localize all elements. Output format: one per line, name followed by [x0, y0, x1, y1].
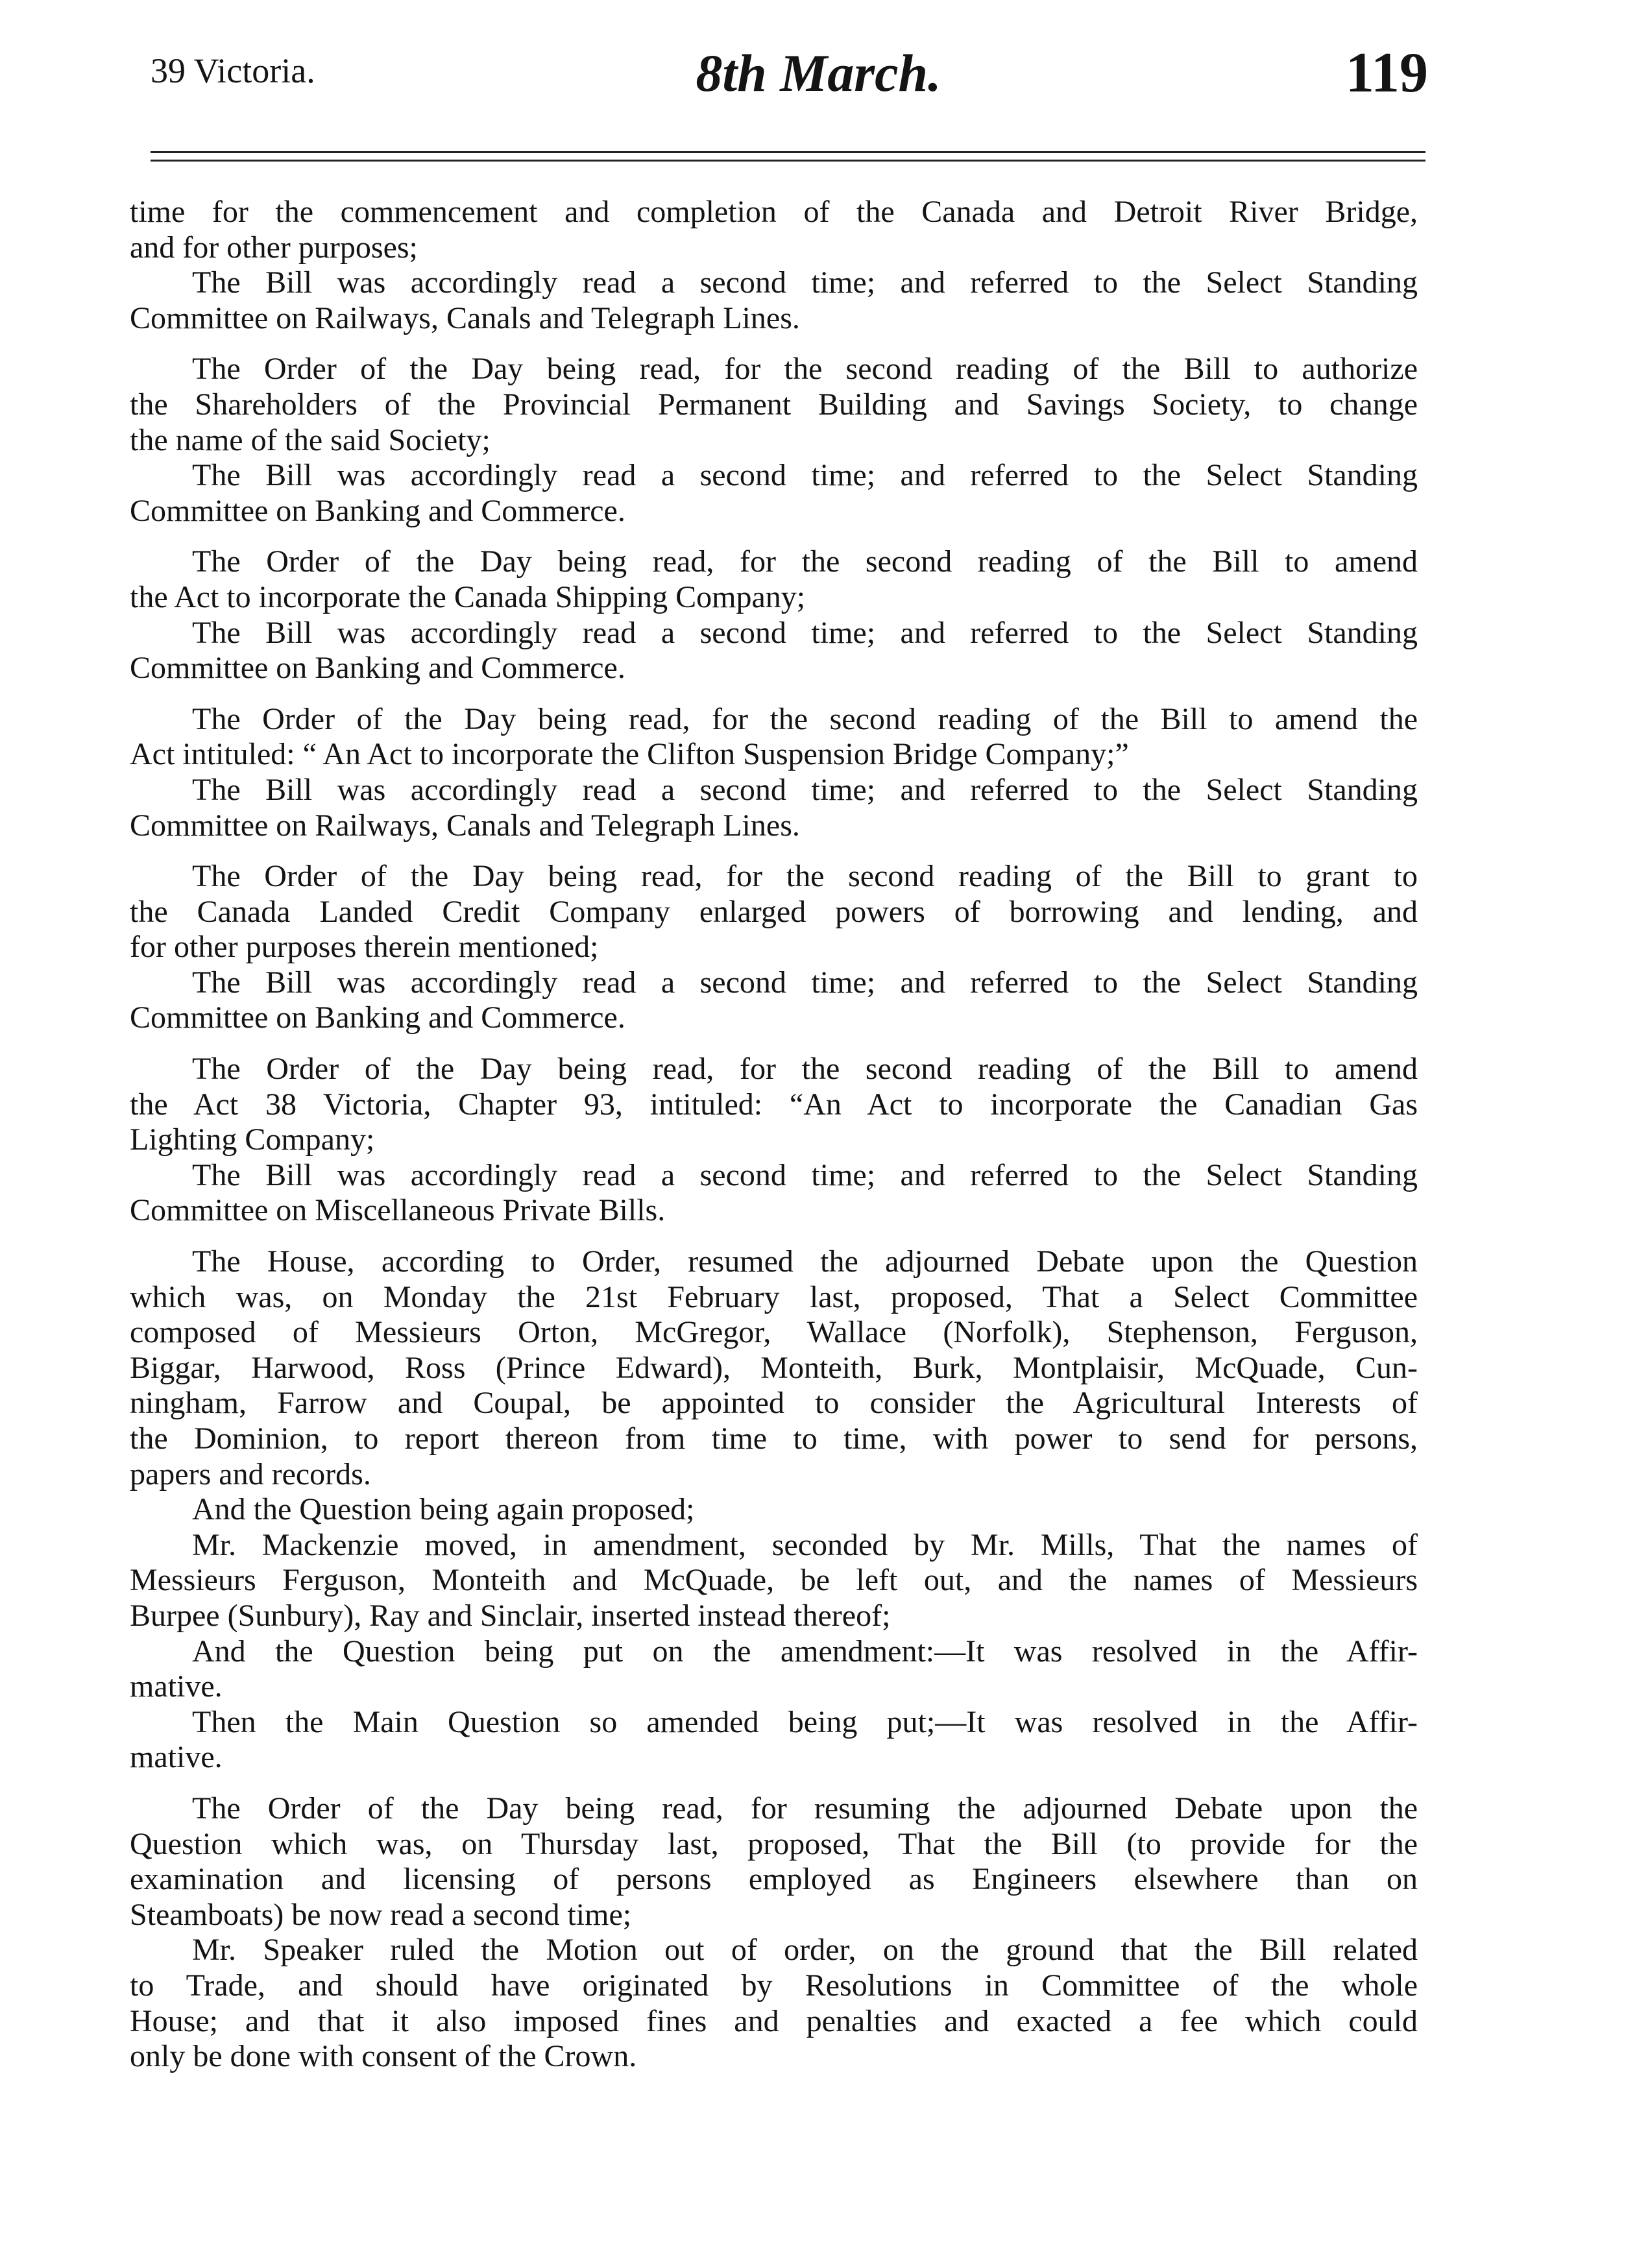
text-line: papers and records. [130, 1456, 371, 1491]
header-title: 8th March. [696, 43, 941, 103]
text-line: Committee on Banking and Commerce. [130, 1000, 625, 1035]
text-line: the Shareholders of the Provincial Permanent Building and Savings Society, to change [130, 387, 1418, 422]
text-line: Act intituled: “ An Act to incorporate the Clifton Suspension Bridge Company;” [130, 737, 1129, 772]
text-line: the Canada Landed Credit Company enlarged powers of borrowing and lending, and [130, 894, 1418, 929]
text-line: the Act to incorporate the Canada Shipping Company; [130, 579, 806, 614]
text-line: the Dominion, to report thereon from time to time, with power to send for persons, [130, 1421, 1418, 1456]
text-line: Mr. Speaker ruled the Motion out of order, on the ground that the Bill related [192, 1933, 1418, 1968]
text-line: ningham, Farrow and Coupal, be appointed to consider the Agricultural Interests of [130, 1386, 1418, 1421]
text-line: House; and that it also imposed fines and penalties and exacted a fee which could [130, 2003, 1418, 2038]
text-line: only be done with consent of the Crown. [130, 2039, 637, 2074]
text-line: Mr. Mackenzie moved, in amendment, seconded by Mr. Mills, That the names of [192, 1527, 1418, 1562]
text-line: to Trade, and should have originated by Resolutions in Committee of the whole [130, 1968, 1418, 2003]
text-line: The Bill was accordingly read a second time; and referred to the Select Standing [192, 965, 1418, 1000]
text-line: Burpee (Sunbury), Ray and Sinclair, inserted instead thereof; [130, 1598, 891, 1633]
text-line: Lighting Company; [130, 1122, 375, 1157]
text-line: The Order of the Day being read, for the second reading of the Bill to authorize [192, 352, 1418, 387]
text-line: And the Question being again proposed; [192, 1492, 695, 1527]
text-line: The Order of the Day being read, for the second reading of the Bill to grant to [192, 859, 1418, 894]
text-line: Committee on Railways, Canals and Telegraph Lines. [130, 808, 800, 843]
text-line: Committee on Miscellaneous Private Bills. [130, 1193, 666, 1228]
text-line: The Bill was accordingly read a second time; and referred to the Select Standing [192, 265, 1418, 300]
text-line: Messieurs Ferguson, Monteith and McQuade, be left out, and the names of Messieurs [130, 1563, 1418, 1598]
paragraph [130, 544, 1418, 686]
text-line: composed of Messieurs Orton, McGregor, Wallace (Norfolk), Stephenson, Ferguson, [130, 1315, 1418, 1350]
paragraph [130, 1244, 1418, 1776]
text-line: the name of the said Society; [130, 422, 491, 457]
text-line: mative. [130, 1740, 223, 1775]
text-line: The Order of the Day being read, for resuming the adjourned Debate upon the [192, 1791, 1418, 1826]
page-number: 119 [1345, 42, 1428, 104]
paragraph [130, 352, 1418, 529]
paragraph [130, 1791, 1418, 2075]
text-line: Committee on Railways, Canals and Telegraph Lines. [130, 300, 800, 335]
body-text [130, 195, 1418, 2090]
text-line: Committee on Banking and Commerce. [130, 651, 625, 686]
text-line: The Bill was accordingly read a second time; and referred to the Select Standing [192, 615, 1418, 650]
text-line: The Order of the Day being read, for the second reading of the Bill to amend [192, 544, 1418, 579]
text-line: Biggar, Harwood, Ross (Prince Edward), Monteith, Burk, Montplaisir, McQuade, Cun- [130, 1350, 1418, 1385]
text-line: for other purposes therein mentioned; [130, 930, 599, 965]
paragraph [130, 1052, 1418, 1229]
paragraph [130, 859, 1418, 1036]
text-line: Committee on Banking and Commerce. [130, 493, 625, 528]
text-line: time for the commencement and completion of the Canada and Detroit River Bridge, [130, 195, 1418, 229]
text-line: Question which was, on Thursday last, proposed, That the Bill (to provide for the [130, 1826, 1418, 1861]
text-line: The Order of the Day being read, for the second reading of the Bill to amend the [192, 701, 1418, 736]
text-line: The Order of the Day being read, for the second reading of the Bill to amend [192, 1052, 1418, 1087]
text-line: Steamboats) be now read a second time; [130, 1897, 632, 1932]
text-line: and for other purposes; [130, 230, 418, 265]
text-line: examination and licensing of persons employed as Engineers elsewhere than on [130, 1862, 1418, 1897]
text-line: which was, on Monday the 21st February last, proposed, That a Select Committee [130, 1279, 1418, 1314]
header-left: 39 Victoria. [151, 51, 315, 90]
text-line: the Act 38 Victoria, Chapter 93, intituled: “An Act to incorporate the Canadian Gas [130, 1087, 1418, 1122]
text-line: The House, according to Order, resumed the adjourned Debate upon the Question [192, 1244, 1418, 1279]
text-line: Then the Main Question so amended being put;—It was resolved in the Affir- [192, 1704, 1418, 1739]
paragraph [130, 702, 1418, 843]
text-line: The Bill was accordingly read a second time; and referred to the Select Standing [192, 458, 1418, 493]
paragraph [130, 195, 1418, 336]
text-line: And the Question being put on the amendment:—It was resolved in the Affir- [192, 1634, 1418, 1669]
text-line: The Bill was accordingly read a second time; and referred to the Select Standing [192, 1157, 1418, 1192]
text-line: The Bill was accordingly read a second time; and referred to the Select Standing [192, 772, 1418, 807]
header-rule-top [151, 151, 1425, 153]
text-line: mative. [130, 1669, 223, 1704]
header-rule-bottom [151, 160, 1425, 162]
